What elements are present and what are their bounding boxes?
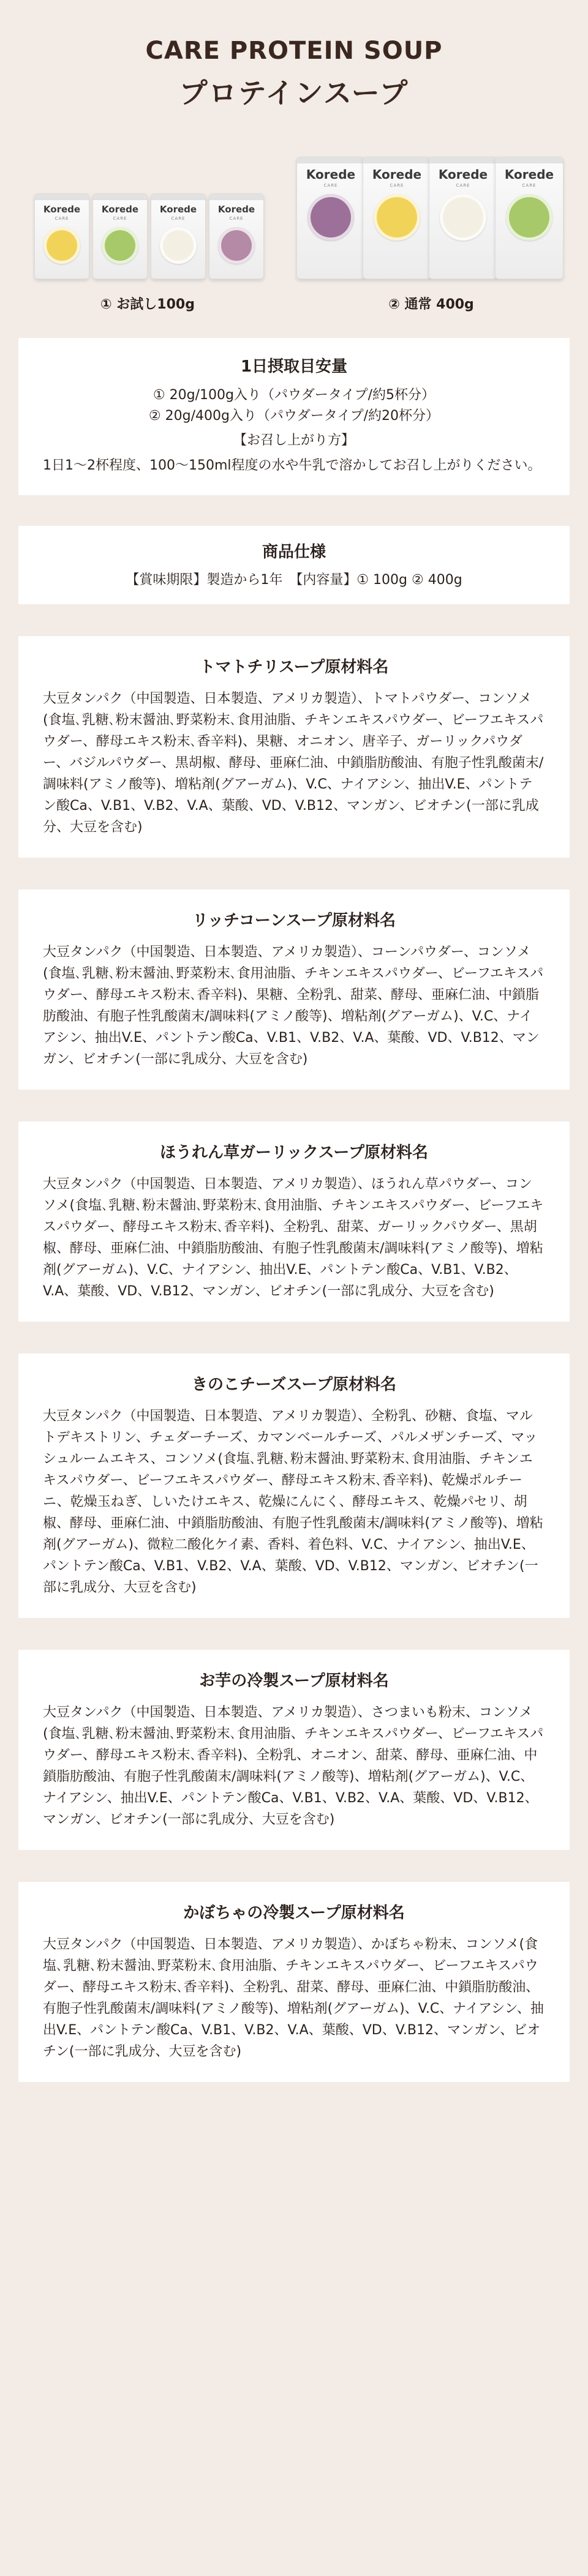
ingredients-text: 大豆タンパク（中国製造、日本製造、アメリカ製造）、トマトパウダー、コンソメ(食塩､乳糖､粉末醤油､野菜粉末､食用油脂、チキンエキスパウダー、ビーフエキスパウダー、酵母エキス粉末､香辛料)、果糖、オニオン、唐辛子、ガーリックパウダー、バジルパウダー、黒胡椒、酵母、亜麻仁油、中鎖脂肪酸油、有胞子性乳酸菌末/調味料(アミノ酸等)、増粘剤(グアーガム)、V.C、ナイアシン、抽出V.E、パントテン酸Ca、V.B1、V.B2、V.A、葉酸、VD、V.B12、マンガン、ビオチン(一部に乳成分、大豆を含む): [43, 691, 544, 835]
how-to-title: 【お召し上がり方】: [233, 433, 355, 448]
ingredients-card-pumpkin: [18, 1882, 570, 2082]
pouch-image: Korede CARE: [151, 193, 206, 279]
intake-card: [18, 338, 570, 495]
pouch-image: Korede CARE: [363, 157, 431, 279]
product-trial: [22, 140, 273, 323]
ingredients-title: ほうれん草ガーリックスープ原材料名: [159, 1144, 429, 1162]
soup-bowl: [160, 227, 197, 264]
intake-line-2: ② 20g/400g入り（パウダータイプ/約20杯分）: [148, 408, 440, 424]
title-jp: プロテインスープ: [179, 77, 409, 110]
ingredients-card-spinach-garlic: [18, 1121, 570, 1322]
pouch-image: Korede CARE: [92, 193, 148, 279]
ingredients-card-sweet-potato: [18, 1650, 570, 1850]
ingredients-text: 大豆タンパク（中国製造、日本製造、アメリカ製造）、全粉乳、砂糖、食塩、マルトデキストリン、チェダーチーズ、カマンベールチーズ、パルメザンチーズ、マッシュルームエキス、コンソメ(食塩､乳糖､粉末醤油､野菜粉末､食用油脂、チキンエキスパウダー、ビーフエキスパウダー、酵母エキス粉末､香辛料)、乾燥ポルチーニ、乾燥玉ねぎ、しいたけエキス、乾燥にんにく、酵母エキス、乾燥パセリ、胡椒、酵母、亜麻仁油、中鎖脂肪酸油、有胞子性乳酸菌末/調味料(アミノ酸等)、増粘剤(グアーガム)、微粒二酸化ケイ素、香料、着色料、V.C、ナイアシン、抽出V.E、パントテン酸Ca、V.B1、V.B2、V.A、葉酸、VD、V.B12、マンガン、ビオチン(一部に乳成分、大豆を含む): [43, 1409, 543, 1595]
soup-bowl: [43, 227, 80, 264]
title-en: CARE PROTEIN SOUP: [145, 37, 443, 65]
ingredients-title: かぼちゃの冷製スープ原材料名: [183, 1904, 405, 1922]
ingredients-text: 大豆タンパク（中国製造、日本製造、アメリカ製造）、さつまいも粉末、コンソメ(食塩､乳糖､粉末醤油､野菜粉末､食用油脂、チキンエキスパウダー、ビーフエキスパウダー、酵母エキス粉末､香辛料)、全粉乳、オニオン、甜菜、酵母、亜麻仁油、中鎖脂肪酸油、有胞子性乳酸菌末/調味料(アミノ酸等)、増粘剤(グアーガム)、V.C、ナイアシン、抽出V.E、パントテン酸Ca、V.B1、V.B2、V.A、葉酸、VD、V.B12、マンガン、ビオチン(一部に乳成分、大豆を含む): [43, 1705, 544, 1827]
soup-bowl: [374, 194, 420, 241]
pouch-group-trial: [22, 140, 273, 279]
pouch-image: Korede CARE: [495, 157, 564, 279]
intake-line-1: ① 20g/100g入り（パウダータイプ/約5杯分）: [153, 388, 435, 403]
ingredients-text: 大豆タンパク（中国製造、日本製造、アメリカ製造）、コーンパウダー、コンソメ(食塩､乳糖､粉末醤油､野菜粉末､食用油脂、チキンエキスパウダー、ビーフエキスパウダー、酵母エキス粉末､香辛料)、果糖、全粉乳、甜菜、酵母、亜麻仁油、中鎖脂肪酸油、有胞子性乳酸菌末/調味料(アミノ酸等)、増粘剤(グアーガム)、V.C、ナイアシン、抽出V.E、パントテン酸Ca、V.B1、V.B2、V.A、葉酸、VD、V.B12、マンガン、ビオチン(一部に乳成分、大豆を含む): [43, 945, 544, 1067]
pouch-image: Korede CARE: [209, 193, 264, 279]
product-caption-trial: ① お試し100g: [100, 297, 195, 312]
ingredients-text: 大豆タンパク（中国製造、日本製造、アメリカ製造）、かぼちゃ粉末、コンソメ(食塩､乳糖､粉末醤油､野菜粉末､食用油脂、チキンエキスパウダー、ビーフエキスパウダー、酵母エキス粉末､香辛料)、全粉乳、甜菜、酵母、亜麻仁油、中鎖脂肪酸油、有胞子性乳酸菌末/調味料(アミノ酸等)、増粘剤(グアーガム)、V.C、ナイアシン、抽出V.E、パントテン酸Ca、V.B1、V.B2、V.A、葉酸、VD、V.B12、マンガン、ビオチン(一部に乳成分、大豆を含む): [43, 1937, 544, 2059]
soup-bowl: [218, 227, 255, 264]
ingredients-text: 大豆タンパク（中国製造、日本製造、アメリカ製造）、ほうれん草パウダー、コンソメ(食塩､乳糖､粉末醤油､野菜粉末､食用油脂、チキンエキスパウダー、ビーフエキスパウダー、酵母エキス粉末､香辛料)、全粉乳、甜菜、ガーリックパウダー、黒胡椒、酵母、亜麻仁油、中鎖脂肪酸油、有胞子性乳酸菌末/調味料(アミノ酸等)、増粘剤(グアーガム)、V.C、ナイアシン、抽出V.E、パントテン酸Ca、V.B1、V.B2、V.A、葉酸、VD、V.B12、マンガン、ビオチン(一部に乳成分、大豆を含む): [43, 1177, 544, 1299]
product-regular: [296, 140, 566, 323]
ingredients-card-tomato-chili: [18, 636, 570, 858]
pouch-image: Korede CARE: [34, 193, 89, 279]
ingredients-title: きのこチーズスープ原材料名: [191, 1376, 397, 1394]
soup-bowl: [307, 194, 354, 241]
product-caption-regular: ② 通常 400g: [388, 297, 474, 312]
product-images: [0, 140, 588, 323]
spec-card: [18, 526, 570, 604]
ingredients-card-rich-corn: [18, 889, 570, 1090]
ingredients-card-mushroom-cheese: [18, 1354, 570, 1618]
soup-bowl: [102, 227, 138, 264]
spec-title: 商品仕様: [262, 543, 326, 561]
soup-bowl: [506, 194, 552, 241]
ingredients-title: トマトチリスープ原材料名: [199, 658, 389, 676]
header: [0, 37, 588, 111]
spec-text: 【賞味期限】製造から1年 【内容量】① 100g ② 400g: [126, 572, 462, 588]
pouch-image: Korede CARE: [296, 157, 365, 279]
intake-title: 1日摂取目安量: [240, 358, 348, 376]
pouch-image: Korede CARE: [429, 157, 497, 279]
ingredients-title: お芋の冷製スープ原材料名: [199, 1672, 389, 1690]
soup-bowl: [440, 194, 486, 241]
ingredients-title: リッチコーンスープ原材料名: [192, 912, 396, 930]
pouch-group-regular: [296, 140, 566, 279]
how-to-text: 1日1〜2杯程度、100〜150ml程度の水や牛乳で溶かしてお召し上がりください。: [43, 458, 541, 473]
